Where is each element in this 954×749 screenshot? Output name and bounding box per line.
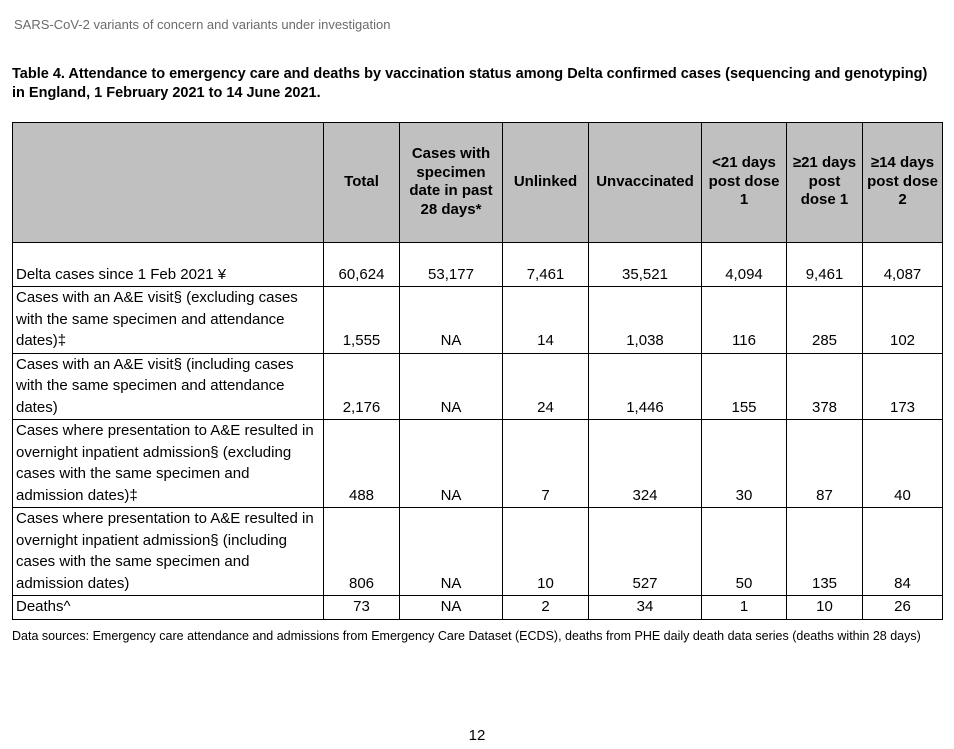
data-sources-note: Data sources: Emergency care attendance and admissions from Emergency Care Dataset (ECDS), deaths from PHE daily death data series (deaths within 28 days) [12, 629, 921, 643]
row-label: Deaths^ [13, 596, 324, 620]
cell-value: 1,555 [324, 287, 400, 354]
column-header-label [13, 123, 324, 243]
column-header-ge14-dose2: ≥14 days post dose 2 [863, 123, 943, 243]
cell-value: 40 [863, 420, 943, 508]
cell-value: 1 [702, 596, 787, 620]
cell-value: 4,087 [863, 243, 943, 287]
row-label: Cases with an A&E visit§ (including cases with the same specimen and attendance dates) [13, 353, 324, 420]
cell-value: 2,176 [324, 353, 400, 420]
cell-value: 30 [702, 420, 787, 508]
row-label: Cases with an A&E visit§ (excluding cases with the same specimen and attendance dates)‡ [13, 287, 324, 354]
table-row [13, 596, 943, 620]
table-row [13, 353, 943, 420]
cell-value: 53,177 [400, 243, 503, 287]
cell-value: 527 [589, 508, 702, 596]
table-row [13, 420, 943, 508]
row-label: Cases where presentation to A&E resulted in overnight inpatient admission§ (including cases with the same specimen and admission dates) [13, 508, 324, 596]
cell-value: 806 [324, 508, 400, 596]
cell-value: 102 [863, 287, 943, 354]
cell-value: 324 [589, 420, 702, 508]
cell-value: 60,624 [324, 243, 400, 287]
cell-value: 34 [589, 596, 702, 620]
cell-value: 4,094 [702, 243, 787, 287]
cell-value: 173 [863, 353, 943, 420]
column-header-unvaccinated: Unvaccinated [589, 123, 702, 243]
running-header: SARS-CoV-2 variants of concern and variants under investigation [14, 17, 391, 32]
cell-value: 24 [503, 353, 589, 420]
cell-value: 1,446 [589, 353, 702, 420]
cell-value: 9,461 [787, 243, 863, 287]
cell-value: 155 [702, 353, 787, 420]
cell-value: 285 [787, 287, 863, 354]
cell-value: 10 [503, 508, 589, 596]
cell-value: 378 [787, 353, 863, 420]
cell-value: 14 [503, 287, 589, 354]
column-header-ge21-dose1: ≥21 days post dose 1 [787, 123, 863, 243]
cell-value: 50 [702, 508, 787, 596]
page-number: 12 [468, 727, 486, 744]
cell-value: NA [400, 596, 503, 620]
cell-value: 1,038 [589, 287, 702, 354]
cell-value: 84 [863, 508, 943, 596]
data-table [12, 122, 943, 620]
cell-value: 7 [503, 420, 589, 508]
cell-value: NA [400, 508, 503, 596]
table-row [13, 287, 943, 354]
cell-value: NA [400, 420, 503, 508]
cell-value: 135 [787, 508, 863, 596]
cell-value: 488 [324, 420, 400, 508]
row-label: Cases where presentation to A&E resulted in overnight inpatient admission§ (excluding cases with the same specimen and admission dates)‡ [13, 420, 324, 508]
cell-value: NA [400, 353, 503, 420]
row-label: Delta cases since 1 Feb 2021 ¥ [13, 243, 324, 287]
column-header-lt21-dose1: <21 days post dose 1 [702, 123, 787, 243]
table-row [13, 243, 943, 287]
cell-value: 35,521 [589, 243, 702, 287]
table-row [13, 508, 943, 596]
column-header-unlinked: Unlinked [503, 123, 589, 243]
table-header-row [13, 123, 943, 243]
cell-value: NA [400, 287, 503, 354]
cell-value: 7,461 [503, 243, 589, 287]
cell-value: 73 [324, 596, 400, 620]
column-header-total: Total [324, 123, 400, 243]
table-caption: Table 4. Attendance to emergency care and deaths by vaccination status among Delta confirmed cases (sequencing and genotyping) in England, 1 February 2021 to 14 June 2021. [12, 66, 928, 101]
cell-value: 87 [787, 420, 863, 508]
cell-value: 2 [503, 596, 589, 620]
cell-value: 10 [787, 596, 863, 620]
cell-value: 116 [702, 287, 787, 354]
cell-value: 26 [863, 596, 943, 620]
column-header-past-28-days: Cases with specimen date in past 28 days* [400, 123, 503, 243]
